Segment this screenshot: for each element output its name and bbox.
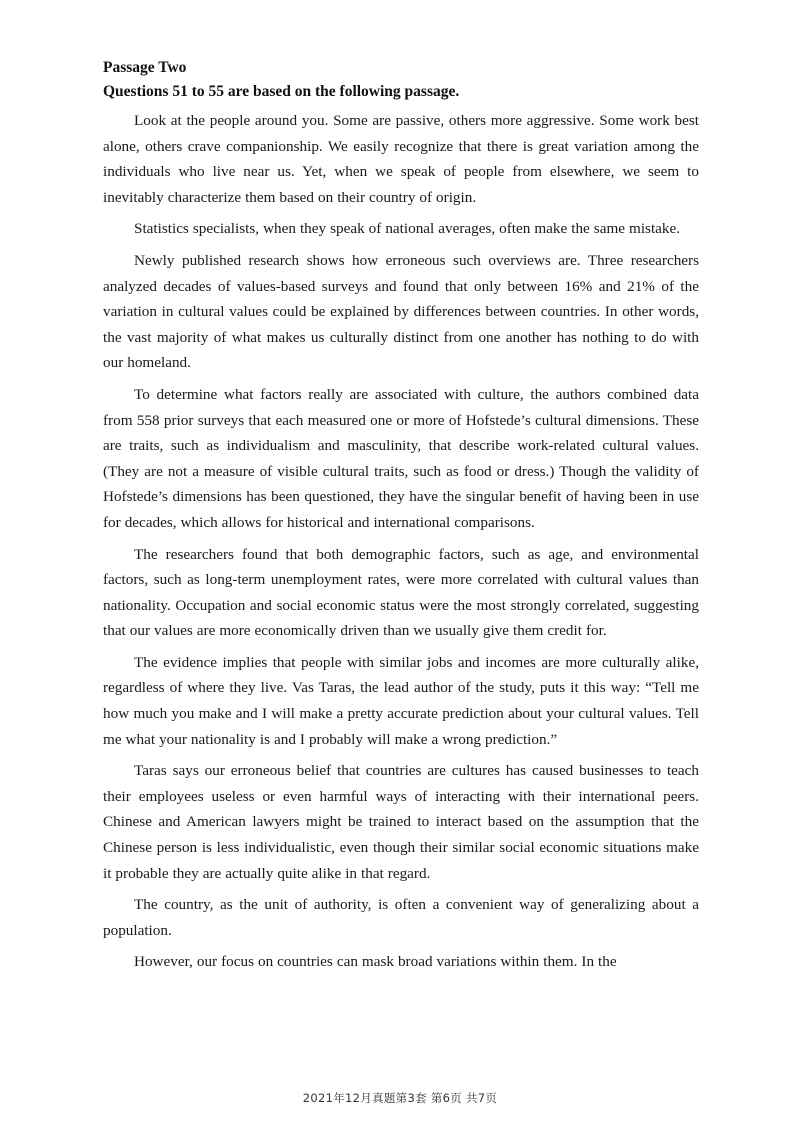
passage-title: Passage Two xyxy=(103,59,187,76)
paragraph: The evidence implies that people with similar jobs and incomes are more culturally alike, regardless of where they live. Vas Taras, the lead author of the study, puts it this way: “Tell me how much you make and I will make a pretty accurate prediction about your cultural values. Tell me what your nationality is and I probably will make a wrong prediction.” xyxy=(103,653,699,748)
paragraph: The researchers found that both demographic factors, such as age, and environmental factors, such as long-term unemployment rates, were more correlated with cultural values than nationality. Occupation and social economic status were the most strongly correlated, suggesting that our values are more economically driven than we usually give them credit for. xyxy=(103,545,699,640)
page-footer: 2021年12月真题第3套 第6页 共7页 xyxy=(302,1091,498,1105)
question-instructions: Questions 51 to 55 are based on the following passage. xyxy=(103,83,460,100)
paragraph: Newly published research shows how erroneous such overviews are. Three researchers analyzed decades of values-based surveys and found that only between 16% and 21% of the variation in cultural values could be explained by differences between countries. In other words, the vast majority of what makes us culturally distinct from one another has nothing to do with our homeland. xyxy=(103,251,699,372)
passage-body xyxy=(103,108,699,975)
paragraph: To determine what factors really are associated with culture, the authors combined data from 558 prior surveys that each measured one or more of Hofstede’s cultural dimensions. These are traits, such as individualism and masculinity, that describe work-related cultural values. (They are not a measure of visible cultural traits, such as food or dress.) Though the validity of Hofstede’s dimensions has been questioned, they have the singular benefit of having been in use for decades, which allows for historical and international comparisons. xyxy=(103,385,699,531)
document-page xyxy=(103,56,699,981)
paragraph: However, our focus on countries can mask broad variations within them. In the xyxy=(134,953,617,971)
paragraph: The country, as the unit of authority, is often a convenient way of generalizing about a population. xyxy=(103,896,699,939)
paragraph: Taras says our erroneous belief that countries are cultures has caused businesses to teach their employees useless or even harmful ways of interacting with their international peers. Chinese and American lawyers might be trained to interact based on the assumption that the Chinese person is less individualistic, even though their similar social economic situations make it probable they are actually quite alike in that regard. xyxy=(103,762,699,882)
paragraph: Statistics specialists, when they speak of national averages, often make the same mistake. xyxy=(134,220,681,238)
paragraph: Look at the people around you. Some are passive, others more aggressive. Some work best alone, others crave companionship. We easily recognize that there is great variation among the individuals who live near us. Yet, when we speak of people from elsewhere, we seem to inevitably characterize them based on their country of origin. xyxy=(103,112,699,206)
